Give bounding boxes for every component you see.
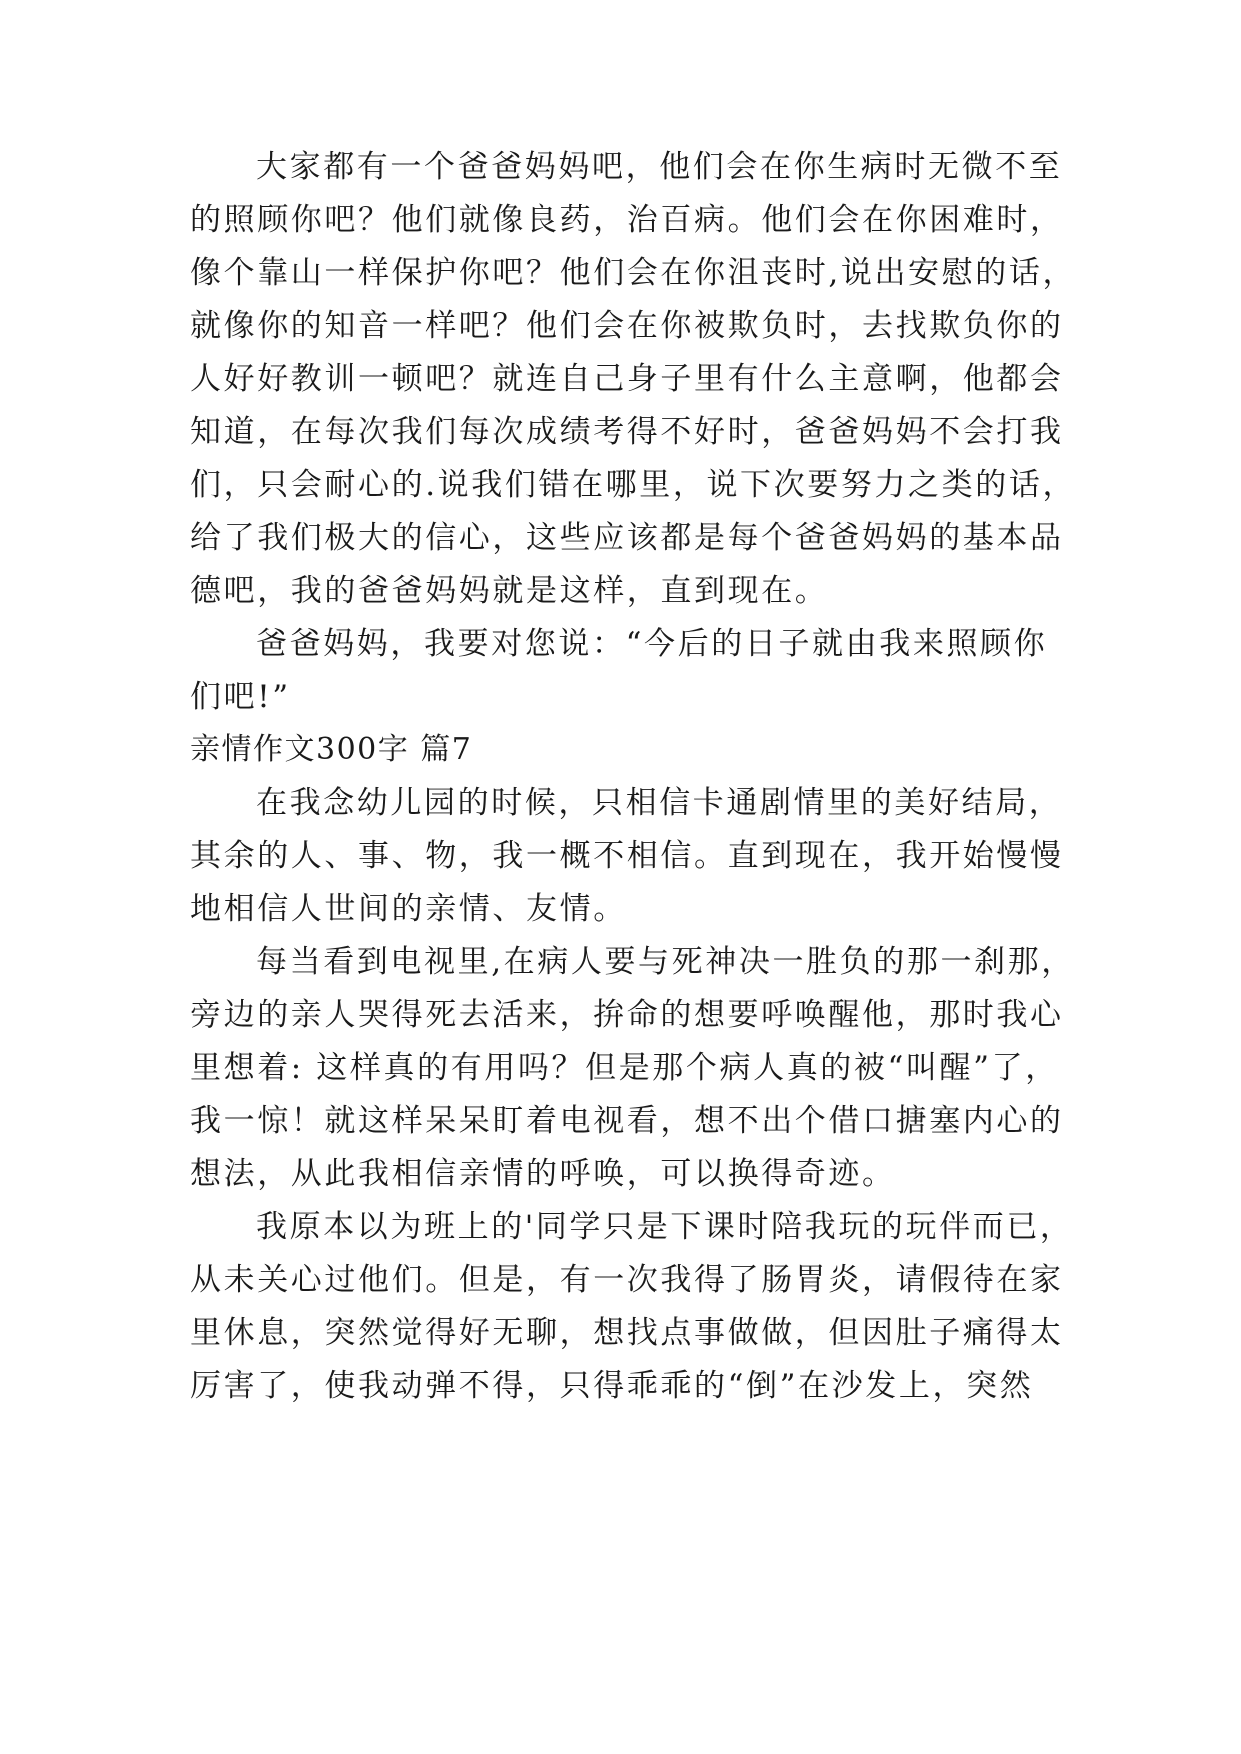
text-line: 爸爸妈妈，我要对您说：“今后的日子就由我来照顾你 [256, 626, 1048, 662]
text-line: 像个靠山一样保护你吧？他们会在你沮丧时,说出安慰的话， [190, 255, 1077, 291]
text-line: 人好好教训一顿吧？就连自己身子里有什么主意啊，他都会 [190, 361, 1064, 397]
text-line: 每当看到电视里,在病人要与死神决一胜负的那一刹那， [256, 944, 1075, 980]
text-line: 的照顾你吧？他们就像良药，治百病。他们会在你困难时， [190, 202, 1064, 238]
text-line: 给了我们极大的信心，这些应该都是每个爸爸妈妈的基本品 [190, 520, 1064, 556]
text-line: 德吧，我的爸爸妈妈就是这样，直到现在。 [190, 573, 829, 609]
text-line: 们，只会耐心的.说我们错在哪里，说下次要努力之类的话， [190, 467, 1077, 503]
section-heading: 亲情作文300字 篇7 [190, 732, 473, 767]
text-line: 地相信人世间的亲情、友情。 [190, 891, 627, 927]
text-line: 就像你的知音一样吧？他们会在你被欺负时，去找欺负你的 [190, 308, 1064, 344]
text-line: 大家都有一个爸爸妈妈吧，他们会在你生病时无微不至 [256, 149, 1063, 185]
text-line: 们吧!” [190, 679, 291, 715]
text-line: 我一惊！就这样呆呆盯着电视看，想不出个借口搪塞内心的 [190, 1103, 1064, 1139]
text-line: 旁边的亲人哭得死去活来，拚命的想要呼唤醒他，那时我心 [190, 997, 1064, 1033]
text-line: 厉害了，使我动弹不得，只得乖乖的“倒”在沙发上，突然 [190, 1368, 1034, 1404]
text-line: 里想着: 这样真的有用吗？但是那个病人真的被“叫醒”了， [190, 1050, 1059, 1086]
text-line: 在我念幼儿园的时候，只相信卡通剧情里的美好结局， [256, 785, 1063, 821]
text-line: 其余的人、事、物，我一概不相信。直到现在，我开始慢慢 [190, 838, 1064, 874]
text-line: 我原本以为班上的'同学只是下课时陪我玩的玩伴而已， [256, 1209, 1074, 1245]
text-line: 想法，从此我相信亲情的呼唤，可以换得奇迹。 [190, 1156, 896, 1192]
text-line: 里休息，突然觉得好无聊，想找点事做做，但因肚子痛得太 [190, 1315, 1064, 1351]
text-line: 从未关心过他们。但是，有一次我得了肠胃炎，请假待在家 [190, 1262, 1064, 1298]
text-line: 知道，在每次我们每次成绩考得不好时，爸爸妈妈不会打我 [190, 414, 1064, 450]
